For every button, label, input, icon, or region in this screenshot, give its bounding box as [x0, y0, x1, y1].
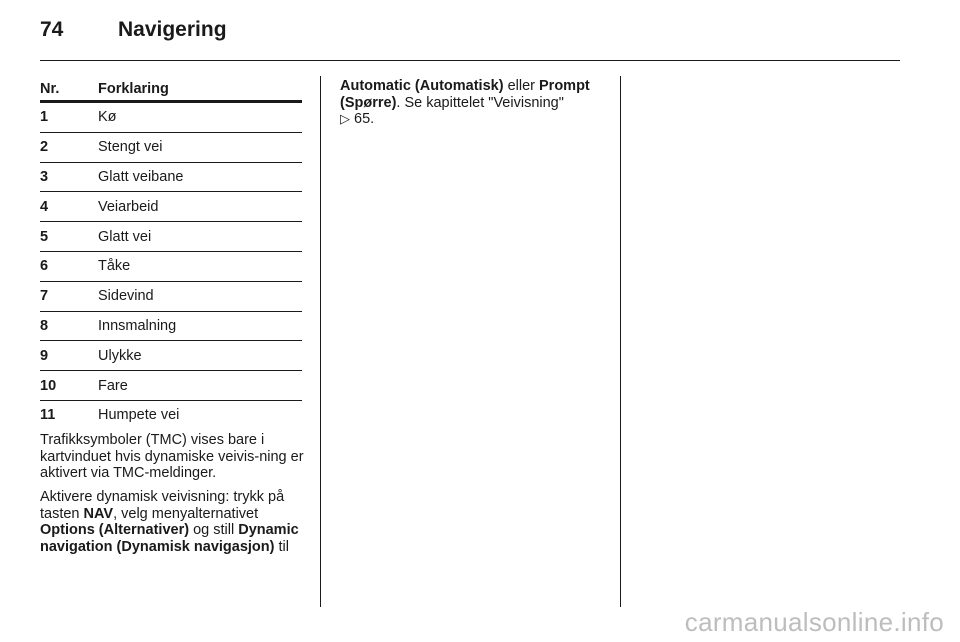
row-description: Ulykke: [98, 347, 142, 364]
row-description: Glatt vei: [98, 228, 152, 245]
nav-key-label: NAV: [83, 505, 114, 522]
see-chapter-text: . Se kapittelet "Veivisning": [396, 94, 564, 111]
activate-text-a: Aktivere dynamisk veivisning: trykk på tasten: [40, 489, 285, 522]
options-menu-label: Options (Alternativer): [40, 522, 190, 538]
column-header-forklaring: Forklaring: [98, 81, 169, 97]
table-row: [40, 282, 302, 312]
prompt-option-label: Prompt (Spørre): [340, 78, 590, 111]
page-reference-icon: ▷: [340, 111, 350, 126]
table-row: [40, 103, 302, 133]
activate-text-d: til: [274, 538, 289, 555]
row-description: Stengt vei: [98, 139, 163, 156]
page-reference: 65.: [354, 111, 375, 127]
table-row: [40, 163, 302, 193]
row-number: 5: [40, 228, 49, 245]
table-header: [40, 78, 302, 100]
automatic-option-label: Automatic (Automatisk): [340, 78, 504, 94]
activate-text-b: , velg menyalternativet: [113, 505, 259, 522]
row-number: 11: [40, 407, 56, 424]
symbol-table: [40, 78, 302, 430]
table-row: [40, 192, 302, 222]
row-description: Sidevind: [98, 288, 154, 305]
row-number: 6: [40, 258, 49, 275]
row-description: Glatt veibane: [98, 168, 184, 185]
table-row: [40, 222, 302, 252]
watermark-text: carmanualsonline.info: [684, 607, 944, 637]
row-number: 9: [40, 347, 49, 364]
table-body: [40, 103, 302, 430]
page-header: [40, 18, 227, 48]
row-number: 8: [40, 317, 49, 334]
continuation-paragraph: [340, 78, 602, 128]
row-number: 4: [40, 198, 49, 215]
or-text: eller: [503, 78, 540, 94]
row-number: 2: [40, 139, 49, 156]
table-row: [40, 312, 302, 342]
row-number: 3: [40, 168, 49, 185]
column-header-nr: Nr.: [40, 81, 60, 97]
table-row: [40, 341, 302, 371]
column-divider-left: [320, 76, 321, 607]
row-description: Veiarbeid: [98, 198, 159, 215]
header-divider: [40, 60, 900, 61]
row-number: 10: [40, 377, 57, 394]
row-description: Innsmalning: [98, 317, 177, 334]
column-divider-right: [620, 76, 621, 607]
dynamic-navigation-label: Dynamic navigation (Dynamisk navigasjon): [40, 522, 299, 555]
table-row: [40, 252, 302, 282]
row-description: Fare: [98, 377, 128, 394]
table-row: [40, 371, 302, 401]
table-row: [40, 133, 302, 163]
row-description: Tåke: [98, 258, 131, 275]
page-title: Navigering: [118, 18, 227, 41]
row-number: 7: [40, 288, 49, 305]
activate-paragraph: [40, 489, 310, 555]
row-number: 1: [40, 109, 49, 126]
tmc-paragraph: Trafikksymboler (TMC) vises bare i kartvinduet hvis dynamiske veivis-ning er aktivert via TMC-meldinger.: [40, 432, 304, 481]
row-description: Humpete vei: [98, 407, 180, 424]
table-row: [40, 401, 302, 430]
activate-text-c: og still: [189, 522, 239, 538]
row-description: Kø: [98, 109, 117, 126]
page-number: 74: [40, 18, 64, 41]
